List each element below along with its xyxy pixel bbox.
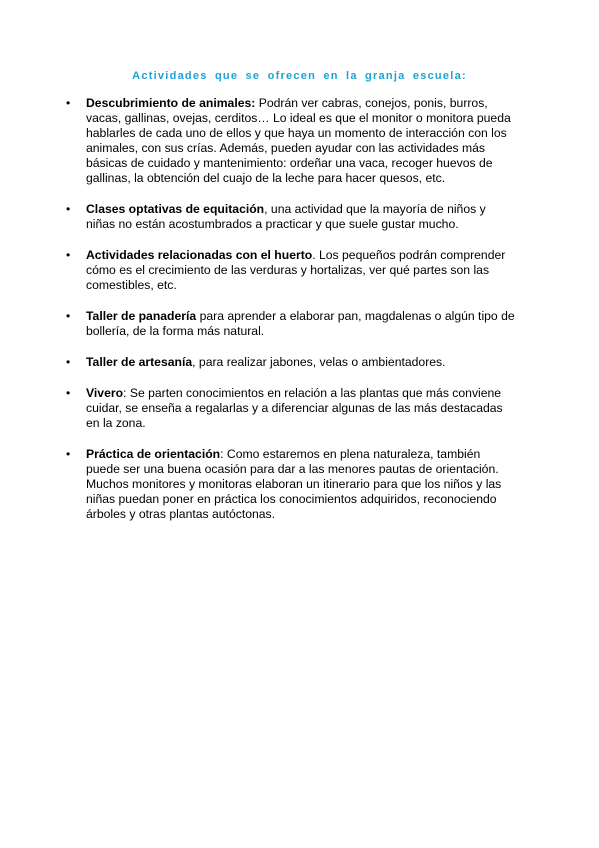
- item-text: , para realizar jabones, velas o ambientadores.: [192, 355, 446, 369]
- list-item-huerto: [66, 248, 516, 293]
- bullet-icon: •: [66, 386, 71, 400]
- item-text: Podrán ver cabras, conejos, ponis, burros, vacas, gallinas, ovejas, cerditos… Lo ideal es que el monitor o monitora pueda hablarles de cada uno de ellos y que haya un momento de interacción con los animales, con sus crías. Además, pueden ayudar con las actividades más básicas de cuidado y mantenimiento: ordeñar una vaca, recoger huevos de gallinas, la obtención del cuajo de la leche para hacer quesos, etc.: [86, 96, 511, 185]
- bullet-icon: •: [66, 447, 71, 461]
- page-title: Actividades que se ofrecen en la granja escuela:: [132, 70, 467, 82]
- item-text: : Se parten conocimientos en relación a las plantas que más conviene cuidar, se enseña a regalarlas y a diferenciar algunas de las más destacadas en la zona.: [86, 386, 503, 430]
- bullet-icon: •: [66, 355, 71, 369]
- list-item-animales: [66, 96, 516, 186]
- list-item-panaderia: [66, 309, 516, 339]
- item-term: Taller de panadería: [86, 309, 197, 323]
- item-term: Descubrimiento de animales:: [86, 96, 256, 110]
- bullet-icon: •: [66, 202, 71, 216]
- bullet-icon: •: [66, 248, 71, 262]
- item-term: Clases optativas de equitación: [86, 202, 265, 216]
- item-term: Actividades relacionadas con el huerto: [86, 248, 313, 262]
- activities-list: [0, 96, 516, 538]
- item-term: Taller de artesanía: [86, 355, 193, 369]
- list-item-vivero: [66, 386, 516, 431]
- item-text: . Los pequeños podrán comprender cómo es el crecimiento de las verduras y hortalizas, ver qué partes son las comestibles, etc.: [86, 248, 506, 292]
- list-item-artesania: [66, 355, 516, 370]
- item-text: : Como estaremos en plena naturaleza, también puede ser una buena ocasión para dar a las menores pautas de orientación. Muchos monitores y monitoras elaboran un itinerario para que los niños y las niñas puedan poner en práctica los conocimientos adquiridos, reconociendo árboles y otras plantas autóctonas.: [86, 447, 502, 521]
- bullet-icon: •: [66, 309, 71, 323]
- item-text: , una actividad que la mayoría de niños y niñas no están acostumbrados a practicar y que suele gustar mucho.: [86, 202, 486, 231]
- item-text: para aprender a elaborar pan, magdalenas o algún tipo de bollería, de la forma más natural.: [86, 309, 515, 338]
- list-item-orientacion: [66, 447, 516, 522]
- bullet-icon: •: [66, 96, 71, 110]
- list-item-equitacion: [66, 202, 516, 232]
- item-term: Práctica de orientación: [86, 447, 221, 461]
- item-term: Vivero: [86, 386, 124, 400]
